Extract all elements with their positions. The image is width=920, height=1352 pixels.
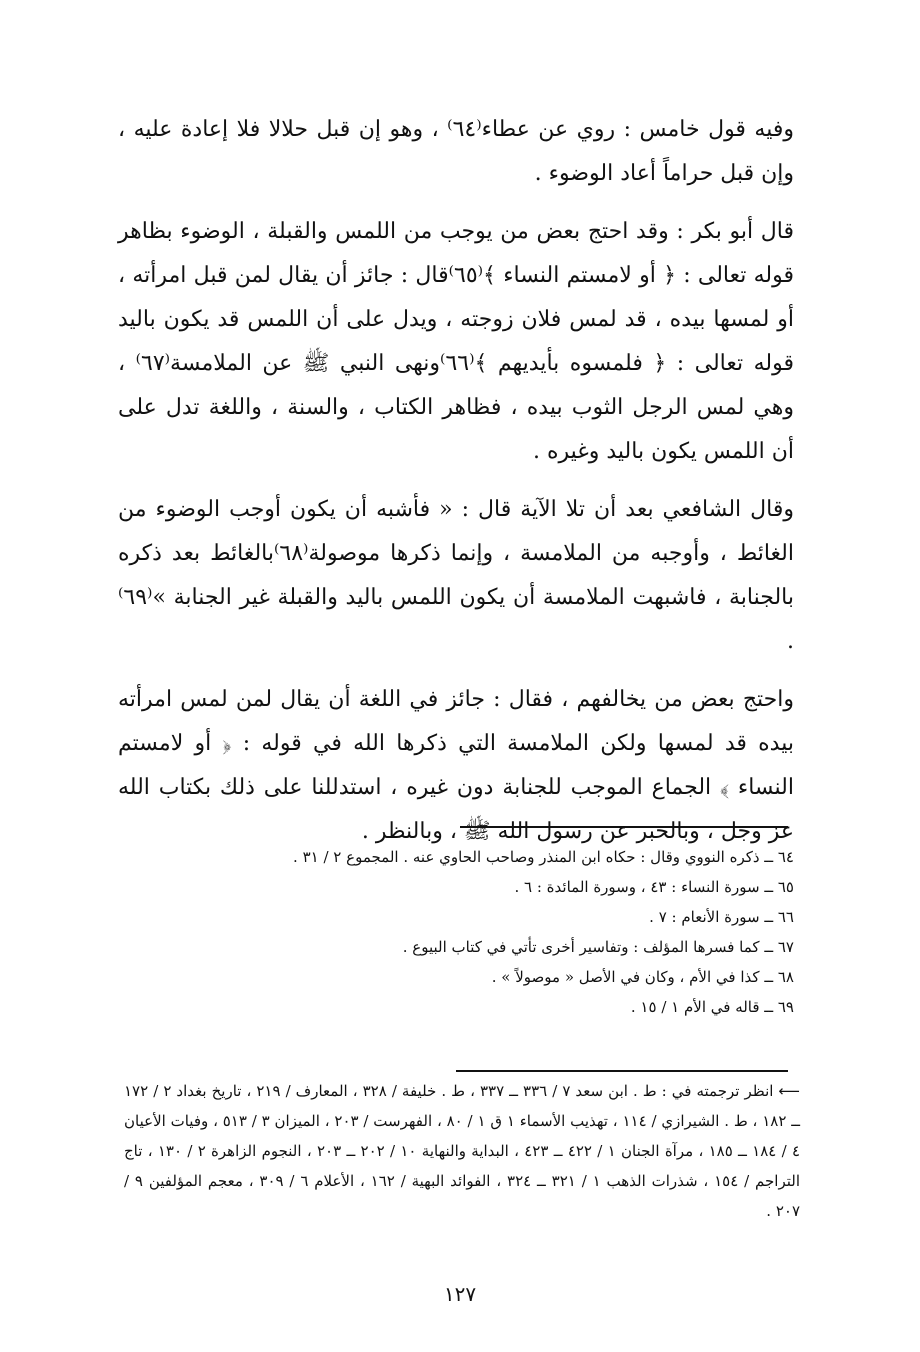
footnote-64: ٦٤ ــ ذكره النووي وقال : حكاه ابن المنذر وصاحب الحاوي عنه . المجموع ٢ / ٣١ . [293, 848, 794, 866]
arrow-left-icon: ⟵ [778, 1082, 800, 1100]
footnote-67: ٦٧ ــ كما فسرها المؤلف : وتفاسير أخرى تأتي في كتاب البيوع . [402, 938, 794, 956]
footnote-66: ٦٦ ــ سورة الأنعام : ٧ . [649, 908, 794, 926]
paragraph-1: وفيه قول خامس : روي عن عطاء⁽٦٤⁾ ، وهو إن قبل حلالا فلا إعادة عليه ، وإن قبل حراماً أعاد الوضوء . [118, 117, 794, 186]
paragraph-4: واحتج بعض من يخالفهم ، فقال : جائز في اللغة أن يقال لمن لمس امرأته بيده قد لمسها ولكن الملامسة التي ذكرها الله في قوله : ﴿ أو لامستم النساء ﴾ الجماع الموجب للجنابة دون غيره ، استدللنا على ذلك بكتاب الله عز وجل ، وبالخبر عن رسول الله ﷺ ، وبالنظر . [118, 687, 794, 844]
paragraph-3: وقال الشافعي بعد أن تلا الآية قال : « فأشبه أن يكون أوجب الوضوء من الغائط ، وأوجبه من الملامسة ، وإنما ذكرها موصولة⁽٦٨⁾بالغائط بعد ذكره بالجنابة ، فاشبهت الملامسة أن يكون اللمس باليد والقبلة غير الجنابة »⁽٦٩⁾ . [118, 497, 794, 654]
page-number: ١٢٧ [443, 1282, 477, 1306]
paragraph-2: قال أبو بكر : وقد احتج بعض من يوجب من اللمس والقبلة ، الوضوء بظاهر قوله تعالى : ﴿ أو لامستم النساء ﴾⁽٦٥⁾قال : جائز أن يقال لمن قبل امرأته ، أو لمسها بيده ، قد لمس فلان زوجته ، ويدل على أن اللمس قد يكون باليد قوله تعالى : ﴿ فلمسوه بأيديهم ﴾⁽٦٦⁾ونهى النبي ﷺ عن الملامسة⁽٦٧⁾ ، وهي لمس الرجل الثوب بيده ، فظاهر الكتاب ، والسنة ، واللغة تدل على أن اللمس يكون باليد وغيره . [118, 219, 795, 464]
footnote-divider [460, 826, 788, 828]
footnote-65: ٦٥ ــ سورة النساء : ٤٣ ، وسورة المائدة : ٦ . [514, 878, 794, 896]
biography-text: انظر ترجمته في : ط . ابن سعد ٧ / ٣٣٦ ــ ٣٣٧ ، ط . خليفة / ٣٢٨ ، المعارف / ٢١٩ ، تاريخ بغداد ٢ / ١٧٢ ــ ١٨٢ ، ط . الشيرازي / ١١٤ ، تهذيب الأسماء ١ ق ١ / ٨٠ ، الفهرست / ٢٠٣ ، الميزان ٣ / ٥١٣ ، وفيات الأعيان ٤ / ١٨٤ ــ ١٨٥ ، مرآة الجنان ١ / ٤٢٢ ــ ٤٢٣ ، البداية والنهاية ١٠ / ٢٠٢ ــ ٢٠٣ ، النجوم الزاهرة ٢ / ١٣٠ ، تاج التراجم / ١٥٤ ، شذرات الذهب ١ / ٣٢١ ــ ٣٢٤ ، الفوائد البهية / ١٦٢ ، الأعلام ٦ / ٣٠٩ ، معجم المؤلفين ٩ / ٢٠٧ . [124, 1082, 801, 1220]
footnotes [234, 842, 794, 1022]
footnote-68: ٦٨ ــ كذا في الأم ، وكان في الأصل « موصولاً » . [491, 968, 794, 986]
biography-note [124, 1076, 800, 1226]
main-text [118, 108, 794, 868]
biography-divider [456, 1070, 788, 1072]
footnote-69: ٦٩ ــ قاله في الأم ١ / ١٥ . [630, 998, 794, 1016]
